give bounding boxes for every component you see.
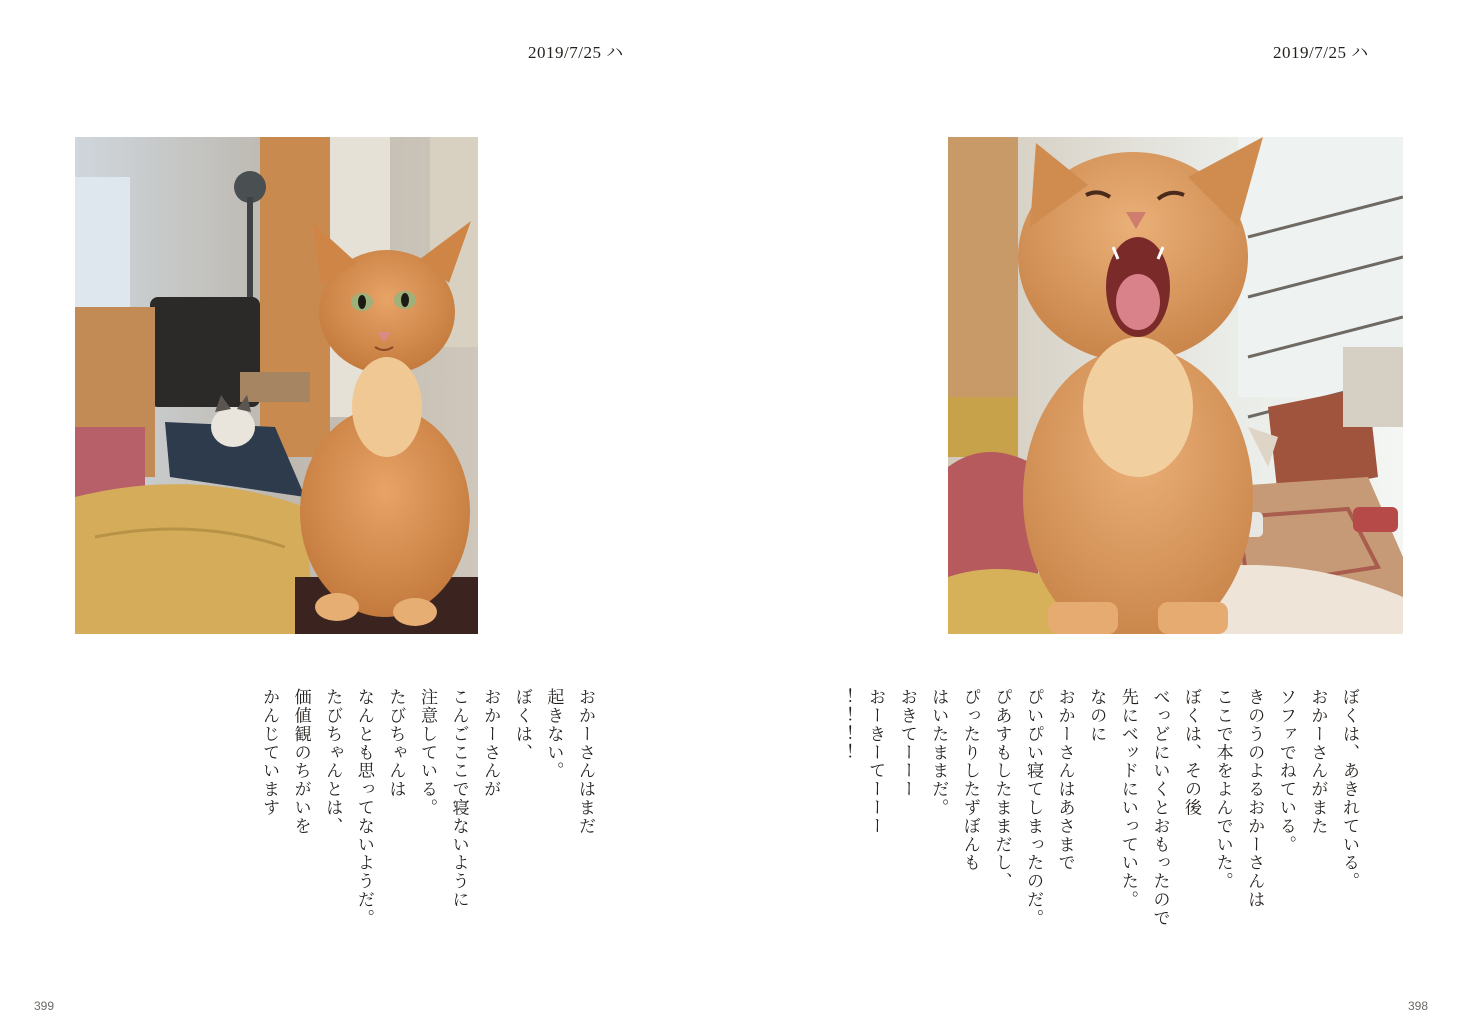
text-line: 注意している。 [417,688,438,817]
text-line: かんじています [259,688,280,817]
text-line: ぼくは、その後 [1181,688,1202,817]
text-line: おかーさんがまた [1307,688,1328,836]
text-line: 価値観のちがいを [290,688,311,836]
text-line: 先にベッドにいっていた。 [1117,688,1138,909]
text-line: おかーさんはあさまで [1054,688,1075,872]
text-line: おきてーーー [896,688,917,799]
text-line: ぴったりしたずぼんも [959,688,980,872]
right-photo-illustration [948,137,1403,634]
left-photo-cat-sitting [75,137,478,634]
text-line: おかーさんが [480,688,501,799]
text-line: きのうのよるおかーさんは [1244,688,1265,909]
text-line: ぴあすもしたままだし、 [991,688,1012,891]
left-photo-illustration [75,137,478,634]
right-page-number: 398 [1408,999,1429,1013]
text-line: ぼくは、 [511,688,532,762]
text-line: おかーさんはまだ [575,688,595,836]
text-line: ぼくは、あきれている。 [1339,688,1359,891]
right-page [730,0,1460,1035]
text-line: こんごここで寝ないように [448,688,469,909]
text-line: おーきーてーーー [865,688,886,836]
text-line: 起きない。 [543,688,564,780]
text-line: べっどにいくとおもったので [1149,688,1170,928]
text-line: ここで本をよんでいた。 [1212,688,1233,891]
text-line: ソファでねている。 [1275,688,1296,854]
left-page-number: 399 [34,999,55,1013]
text-line: たびちゃんは [385,688,406,799]
text-line: たびちゃんとは、 [322,688,343,836]
right-page-text [827,688,1364,1008]
text-line: なんとも思ってないようだ。 [353,688,374,928]
text-line: なのに [1086,688,1107,744]
left-page-text [252,688,600,1008]
left-page-date: 2019/7/25 ハ [528,43,624,62]
right-page-date: 2019/7/25 ハ [1273,43,1369,62]
text-line: ！！！！ [833,688,854,762]
text-line: ぴいぴい寝てしまったのだ。 [1023,688,1044,928]
right-photo-cat-yawning [948,137,1403,634]
text-line: はいたままだ。 [928,688,949,817]
